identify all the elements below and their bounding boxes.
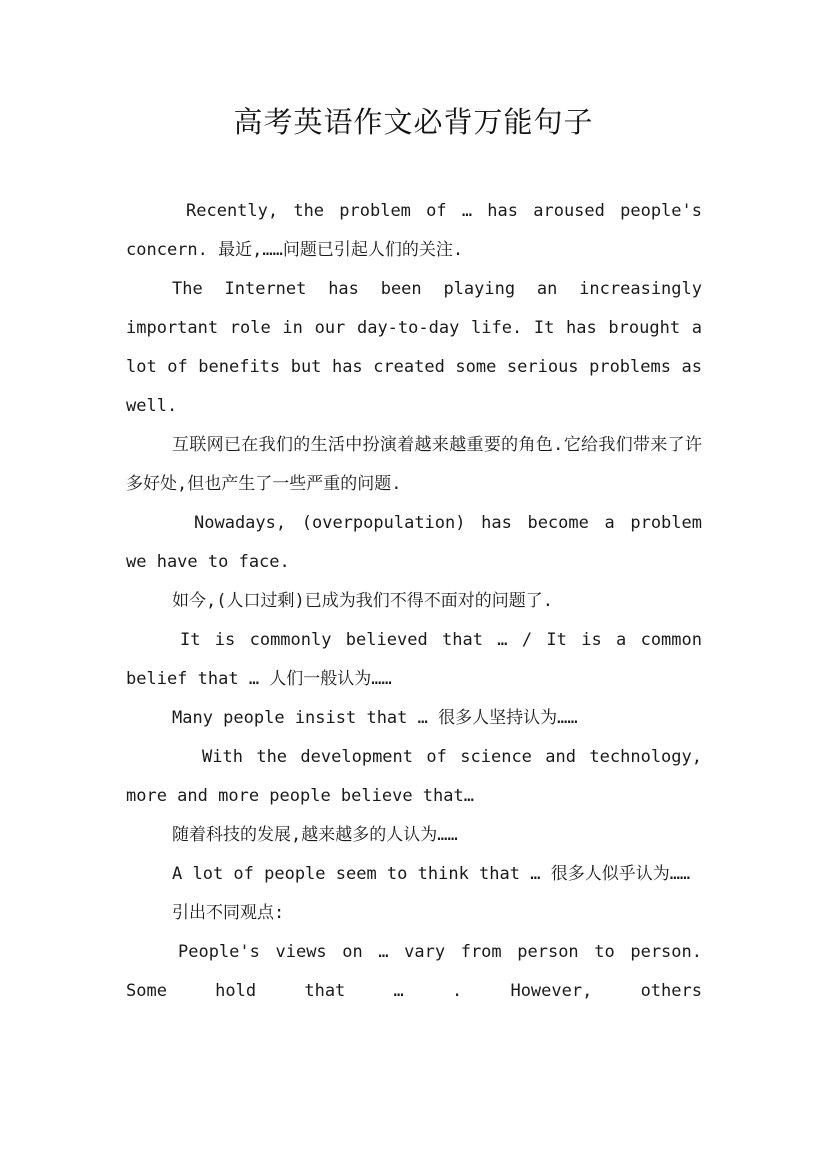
paragraph: It is commonly believed that … / It is a common belief that … 人们一般认为…… bbox=[126, 630, 702, 689]
document-title: 高考英语作文必背万能句子 bbox=[233, 105, 594, 139]
paragraph: 引出不同观点: bbox=[172, 903, 285, 923]
paragraph: A lot of people seem to think that … 很多人似乎认为…… bbox=[172, 864, 691, 884]
paragraph: The Internet has been playing an increasingly important role in our day-to-day life. It has brought a lot of benefits but has created some serious problems as well. bbox=[126, 279, 702, 416]
paragraph: Recently, the problem of … has aroused people's concern. 最近,……问题已引起人们的关注. bbox=[126, 201, 702, 260]
paragraph: With the development of science and technology, more and more people believe that… bbox=[126, 747, 702, 806]
paragraph: People's views on … vary from person to person. Some hold that … . However, others bbox=[126, 942, 702, 1001]
paragraph: 互联网已在我们的生活中扮演着越来越重要的角色.它给我们带来了许多好处,但也产生了一些严重的问题. bbox=[126, 435, 702, 494]
paragraph: 如今,(人口过剩)已成为我们不得不面对的问题了. bbox=[172, 591, 553, 611]
paragraph: Many people insist that … 很多人坚持认为…… bbox=[172, 708, 578, 728]
paragraph: Nowadays, (overpopulation) has become a problem we have to face. bbox=[126, 513, 702, 572]
paragraph: 随着科技的发展,越来越多的人认为…… bbox=[172, 825, 458, 845]
document-body bbox=[126, 192, 702, 1011]
